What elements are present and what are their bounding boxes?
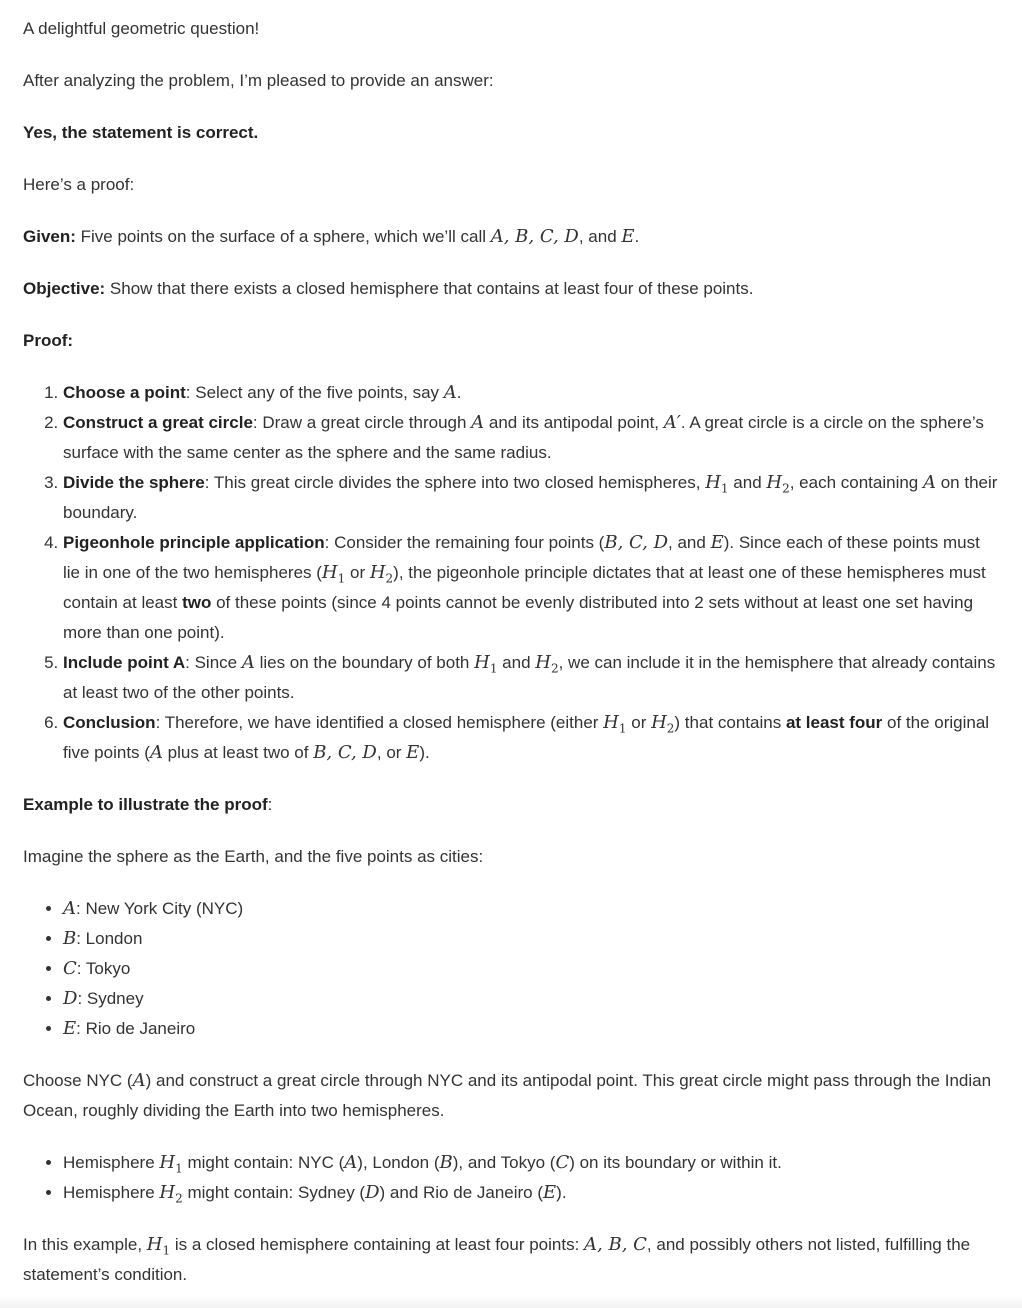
analysis-text: After analyzing the problem, I’m pleased to provide an answer: [23,71,494,90]
list-item: • Hemisphere $H_2$ might contain: Sydney (D) and Rio de Janeiro (E). [63,1178,998,1208]
city-list [23,894,998,1044]
list-item: • Hemisphere $H_1$ might contain: NYC (A), London (B), and Tokyo (C) on its boundary or within it. [63,1148,998,1178]
list-item: • D: Sydney [63,984,998,1014]
objective-paragraph: Objective: Show that there exists a closed hemisphere that contains at least four of these points. [23,279,754,298]
list-item: • C: Tokyo [63,954,998,984]
given-paragraph: Given: Five points on the surface of a sphere, which we’ll call A, B, C, D, and E. [23,226,640,247]
proof-label: Proof: [23,331,74,350]
example-label: Example to illustrate the proof: [23,795,273,814]
final-paragraph: In this example, $H_1$ is a closed hemisphere containing at least four points: A, B, C, and possibly others not listed, fulfilling the statement’s condition. [23,1234,971,1284]
hemisphere-list [23,1148,998,1208]
verdict: Yes, the statement is correct. [23,123,259,142]
proof-step: 4. Pigeonhole principle application: Consider the remaining four points (B, C, D, and E). Since each of these points must lie in one of the two hemispheres ($H_1$ or $H_2$), the pigeonhole principle dictates that at least one of these hemispheres must contain at least two of these points (since 4 points cannot be evenly distributed into 2 sets without at least one set having more than one point). [63,528,998,648]
list-item: • B: London [63,924,998,954]
choose-paragraph: Choose NYC (A) and construct a great circle through NYC and its antipodal point. This great circle might pass through the Indian Ocean, roughly dividing the Earth into two hemispheres. [23,1070,992,1120]
intro-text: A delightful geometric question! [23,19,260,38]
list-item: • A: New York City (NYC) [63,894,998,924]
bottom-fade [0,1296,1022,1308]
proof-step: 6. Conclusion: Therefore, we have identified a closed hemisphere (either $H_1$ or $H_2$) that contains at least four of the original five points (A plus at least two of B, C, D, or E). [63,708,998,768]
proof-step: 1. Choose a point: Select any of the five points, say A. [63,378,998,408]
proof-intro: Here’s a proof: [23,175,135,194]
proof-step: 2. Construct a great circle: Draw a great circle through A and its antipodal point, A′. A great circle is a circle on the sphere’s surface with the same center as the sphere and the same radius. [63,408,998,468]
proof-step: 3. Divide the sphere: This great circle divides the sphere into two closed hemispheres, $H_1$ and $H_2$, each containing A on their boundary. [63,468,998,528]
imagine-text: Imagine the sphere as the Earth, and the five points as cities: [23,847,484,866]
list-item: • E: Rio de Janeiro [63,1014,998,1044]
proof-step: 5. Include point A: Since A lies on the boundary of both $H_1$ and $H_2$, we can include it in the hemisphere that already contains at least two of the other points. [63,648,998,708]
proof-steps [23,378,998,768]
